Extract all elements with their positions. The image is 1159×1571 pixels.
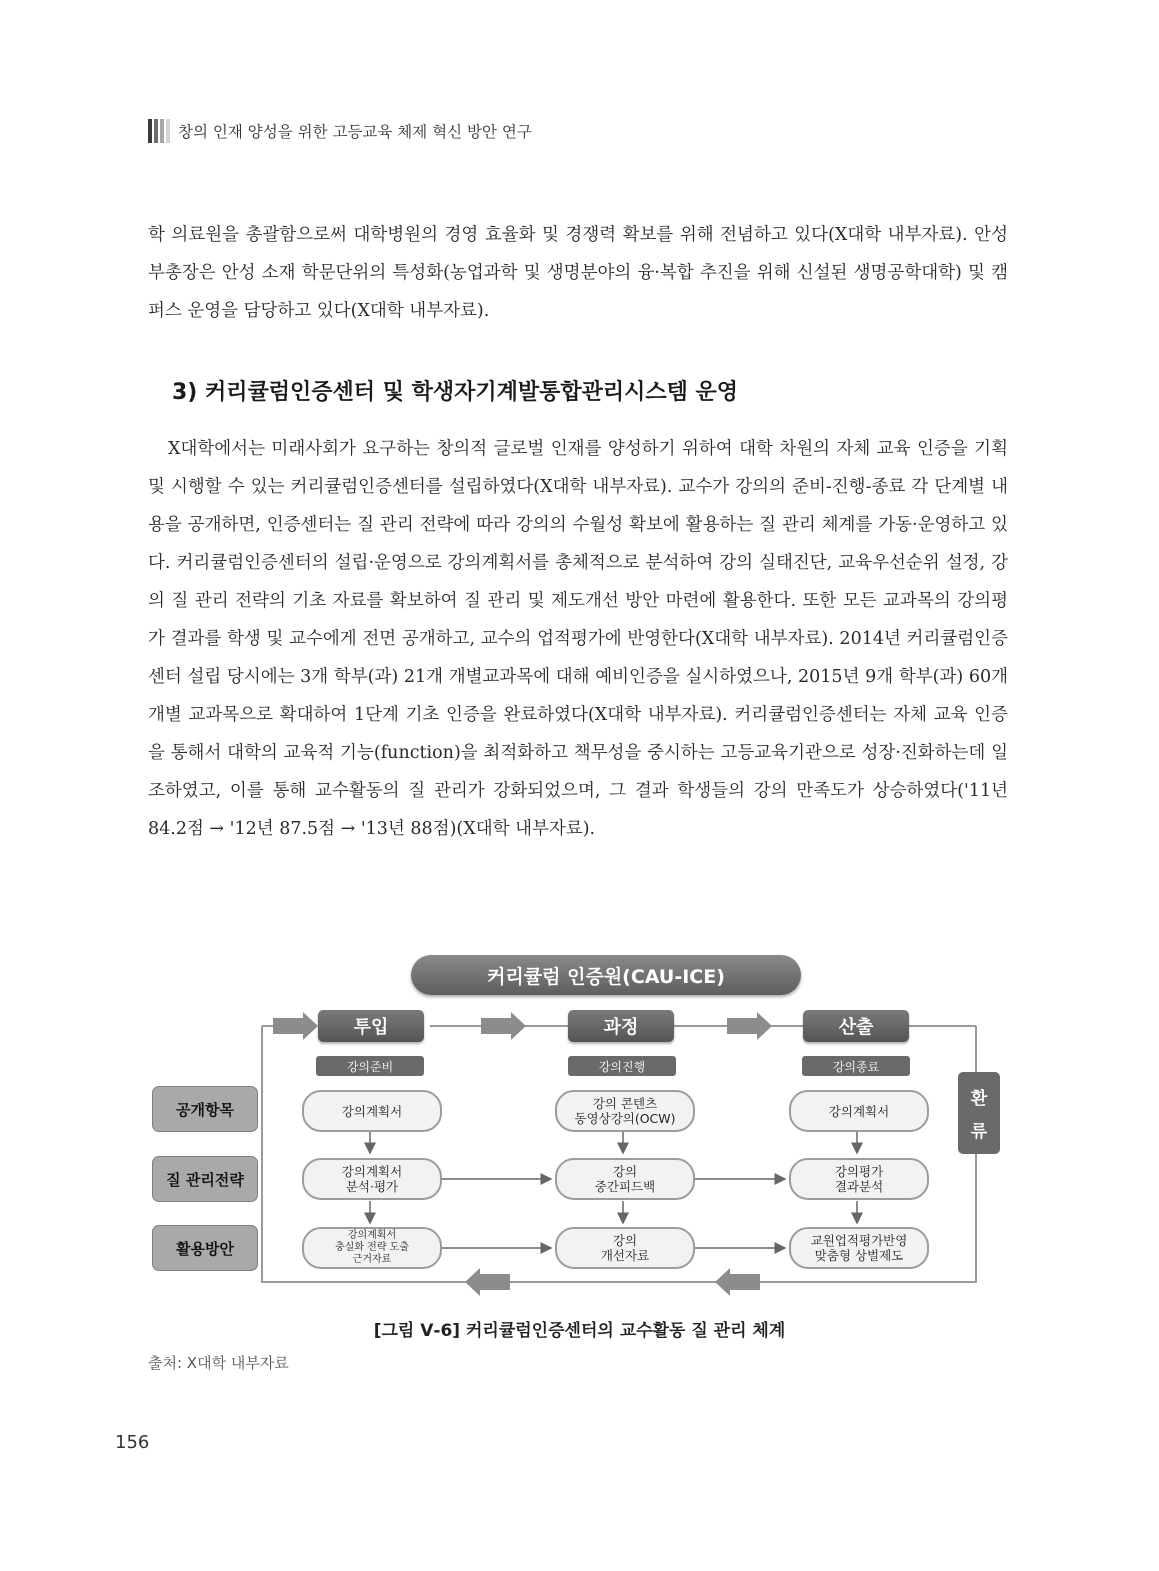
flow-arrow-icon [727,1012,772,1040]
return-arrow-icon [715,1268,760,1296]
cell-r2c3: 강의평가 결과분석 [789,1158,929,1200]
running-title: 창의 인재 양성을 위한 고등교육 체제 혁신 방안 연구 [178,123,532,141]
figure-caption: [그림 Ⅴ-6] 커리큘럼인증센터의 교수활동 질 관리 체계 [373,1321,786,1341]
feedback-box [958,1072,1000,1154]
header-bar-icon [148,119,170,143]
page-number: 156 [115,1432,150,1453]
stage-input: 투입 [318,1010,424,1042]
feedback-char-1: 환 [970,1089,988,1109]
row-label-usage: 활용방안 [152,1225,258,1271]
row-label-quality: 질 관리전략 [152,1156,258,1202]
stage-output: 산출 [803,1010,909,1042]
cell-r3c2: 강의 개선자료 [555,1227,695,1269]
cell-r1c3: 강의계획서 [789,1090,929,1132]
sub-stage-prep: 강의준비 [316,1056,424,1076]
section-heading: 3) 커리큘럼인증센터 및 학생자기계발통합관리시스템 운영 [172,380,739,405]
body-paragraph-2: X대학에서는 미래사회가 요구하는 창의적 글로벌 인재를 양성하기 위하여 대학 차원의 자체 교육 인증을 기획 및 시행할 수 있는 커리큘럼인증센터를 설립하였다(X대학 내부자료). 교수가 강의의 준비-진행-종료 각 단계별 내용을 공개하면, 인증센터는 질 관리 전략에 따라 강의의 수월성 확보에 활용하는 질 관리 체계를 가동·운영하고 있다. 커리큘럼인증센터의 설립·운영으로 강의계획서를 총체적으로 분석하여 강의 실태진단, 교육우선순위 설정, 강의 질 관리 전략의 기초 자료를 확보하여 질 관리 및 제도개선 방안 마련에 활용한다. 또한 모든 교과목의 강의평가 결과를 학생 및 교수에게 전면 공개하고, 교수의 업적평가에 반영한다(X대학 내부자료). 2014년 커리큘럼인증센터 설립 당시에는 3개 학부(과) 21개 개별교과목에 대해 예비인증을 실시하였으나, 2015년 9개 학부(과) 60개 개별 교과목으로 확대하여 1단계 기초 인증을 완료하였다(X대학 내부자료). 커리큘럼인증센터는 자체 교육 인증을 통해서 대학의 교육적 기능(function)을 최적화하고 책무성을 중시하는 고등교육기관으로 성장·진화하는데 일조하였고, 이를 통해 교수활동의 질 관리가 강화되었으며, 그 결과 학생들의 강의 만족도가 상승하였다('11년 84.2점 → '12년 87.5점 → '13년 88점)(X대학 내부자료). [148,439,1008,839]
stage-process: 과정 [568,1010,674,1042]
return-arrow-icon [465,1268,510,1296]
figure-source: 출처: X대학 내부자료 [148,1354,289,1372]
flow-arrow-icon [273,1012,318,1040]
quality-management-diagram [148,955,1008,1305]
cell-r1c1: 강의계획서 [302,1090,442,1132]
cell-r3c1: 강의계획서 충실화 전략 도출 근거자료 [302,1227,442,1269]
cell-r2c1: 강의계획서 분석·평가 [302,1158,442,1200]
flow-arrow-icon [481,1012,526,1040]
row-label-disclosure: 공개항목 [152,1086,258,1132]
cell-r1c2: 강의 콘텐츠 동영상강의(OCW) [555,1090,695,1132]
cell-r2c2: 강의 중간피드백 [555,1158,695,1200]
sub-stage-end: 강의종료 [802,1056,910,1076]
body-paragraph-1: 학 의료원을 총괄함으로써 대학병원의 경영 효율화 및 경쟁력 확보를 위해 전념하고 있다(X대학 내부자료). 안성부총장은 안성 소재 학문단위의 특성화(농업과학 및 생명분야의 융·복합 추진을 위해 신설된 생명공학대학) 및 캠퍼스 운영을 담당하고 있다(X대학 내부자료). [148,225,1008,321]
cell-r3c3: 교원업적평가반영 맞춤형 상벌제도 [789,1227,929,1269]
figure-title-banner: 커리큘럼 인증원(CAU-ICE) [411,955,801,995]
feedback-char-2: 류 [970,1122,988,1142]
running-header [148,118,532,144]
sub-stage-progress: 강의진행 [568,1056,676,1076]
